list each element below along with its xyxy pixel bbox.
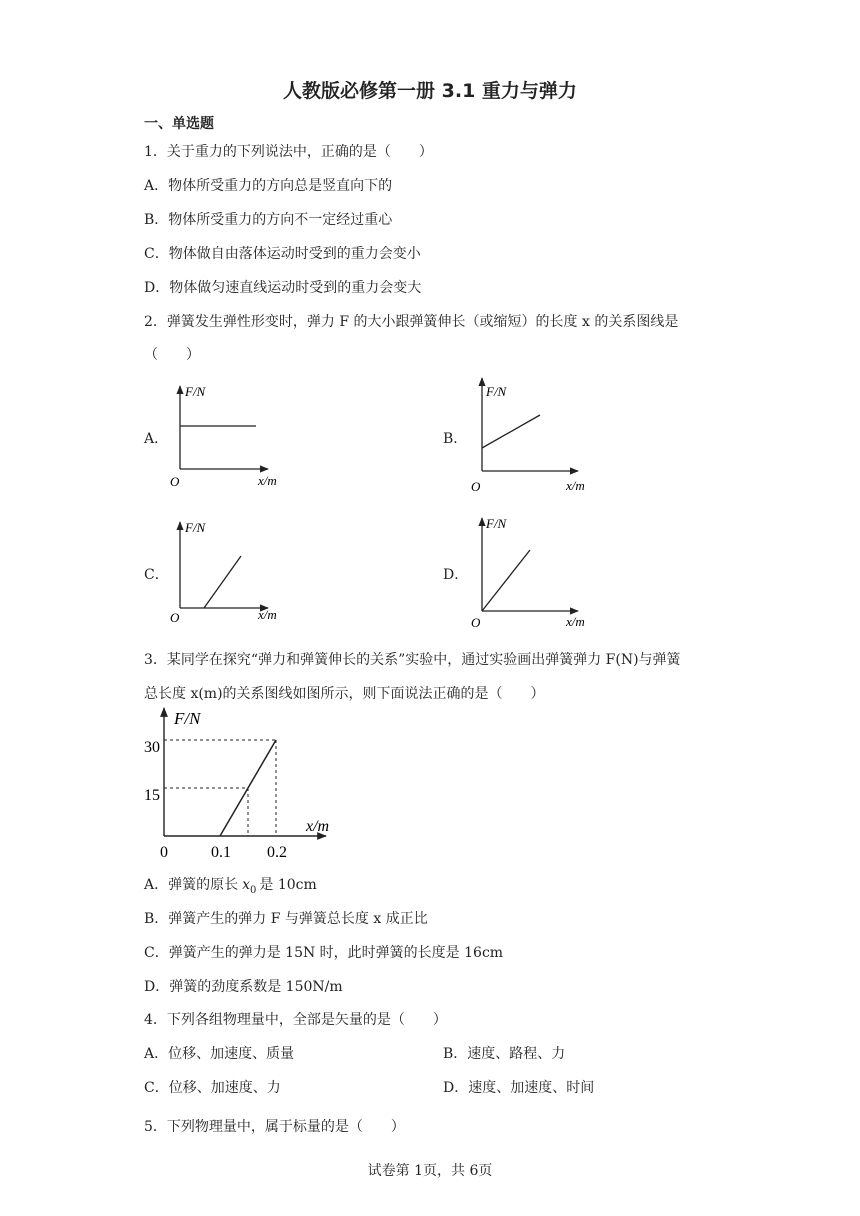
y-tick-30: 30: [144, 739, 160, 756]
q2-stem-line2: （ ）: [144, 347, 200, 363]
section-heading: 一、单选题: [144, 116, 214, 132]
q5-stem: 5．下列物理量中，属于标量的是（ ）: [144, 1119, 405, 1135]
x-axis-label: x/m: [566, 614, 585, 629]
q2-graph-a: [168, 380, 298, 492]
graph-line: [482, 415, 540, 448]
graph-line: [482, 550, 530, 611]
q2-stem-line1: 2．弹簧发生弹性形变时，弹力 F 的大小跟弹簧伸长（或缩短）的长度 x 的关系图线是: [144, 314, 679, 330]
q3-option-a-prefix: A．弹簧的原长: [144, 877, 239, 893]
q3-option-b: B．弹簧产生的弹力 F 与弹簧总长度 x 成正比: [144, 911, 428, 927]
x-axis-label: x/m: [258, 607, 277, 622]
page-title: 人教版必修第一册 3.1 重力与弹力: [283, 80, 577, 102]
x-axis-label: x/m: [566, 478, 585, 493]
origin-label: O: [170, 474, 180, 489]
origin-label: O: [471, 615, 481, 630]
y-axis-label: F/N: [185, 384, 206, 399]
q2-graph-b: [466, 372, 596, 497]
y-axis-label: F/N: [486, 516, 507, 531]
q3-option-a: [144, 874, 317, 896]
q2-option-c-label: C．: [144, 567, 169, 583]
q3-option-a-sub: 0: [250, 884, 257, 896]
x-tick-0.1: 0.1: [211, 844, 231, 861]
q3-option-d: D．弹簧的劲度系数是 150N/m: [144, 979, 343, 995]
q3-option-a-var: x: [242, 877, 251, 893]
y-axis-label: F/N: [185, 520, 206, 535]
q2-graph-c: [168, 516, 298, 628]
q1-option-a: A．物体所受重力的方向总是竖直向下的: [144, 178, 393, 194]
y-tick-15: 15: [144, 787, 160, 804]
q3-option-c: C．弹簧产生的弹力是 15N 时，此时弹簧的长度是 16cm: [144, 945, 504, 961]
y-axis-label: F/N: [174, 709, 201, 728]
q1-option-b: B．物体所受重力的方向不一定经过重心: [144, 212, 393, 228]
q4-option-a: A．位移、加速度、质量: [144, 1046, 295, 1062]
q1-option-d: D．物体做匀速直线运动时受到的重力会变大: [144, 280, 422, 296]
q2-option-b-label: B．: [443, 431, 468, 447]
q3-stem-line2: 总长度 x(m)的关系图线如图所示，则下面说法正确的是（ ）: [144, 686, 545, 702]
graph-line: [204, 556, 241, 608]
x-tick-0.2: 0.2: [267, 844, 287, 861]
q3-stem-line1: 3．某同学在探究“弹力和弹簧伸长的关系”实验中，通过实验画出弹簧弹力 F(N)与弹簧: [144, 652, 681, 668]
q4-option-c: C．位移、加速度、力: [144, 1080, 281, 1096]
q2-graph-d: [466, 510, 596, 634]
q2-option-a-label: A．: [144, 431, 169, 447]
x-axis-label: x/m: [258, 473, 277, 488]
y-axis-label: F/N: [486, 384, 507, 399]
x-tick-0: 0: [160, 844, 168, 861]
origin-label: O: [170, 610, 180, 625]
x-axis-label: x/m: [306, 818, 330, 835]
q3-chart: [138, 704, 338, 864]
q3-option-a-suffix: 是 10cm: [259, 877, 317, 893]
q1-option-c: C．物体做自由落体运动时受到的重力会变小: [144, 246, 421, 262]
origin-label: O: [471, 479, 481, 494]
q2-option-d-label: D．: [443, 567, 469, 583]
q1-stem: 1．关于重力的下列说法中，正确的是（ ）: [144, 144, 433, 160]
q4-option-d: D．速度、加速度、时间: [443, 1080, 595, 1096]
q4-option-b: B．速度、路程、力: [443, 1046, 566, 1062]
page-footer: 试卷第 1页，共 6页: [367, 1163, 493, 1179]
q4-stem: 4．下列各组物理量中，全部是矢量的是（ ）: [144, 1012, 447, 1028]
